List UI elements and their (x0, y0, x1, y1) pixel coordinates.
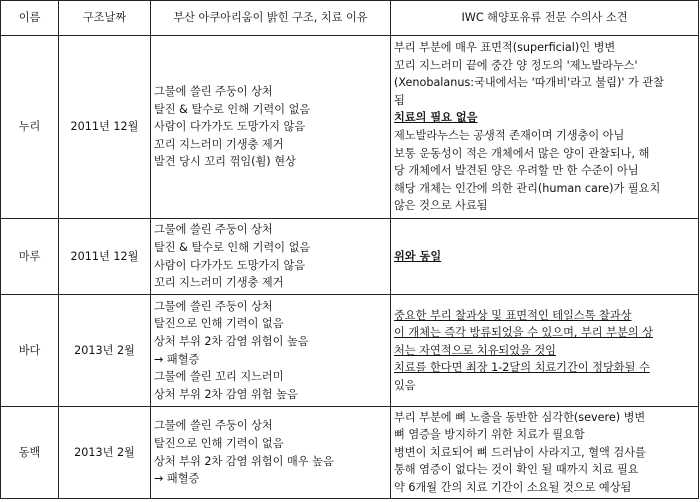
table-row (1, 219, 699, 295)
opinion-line: 부리 부분에 매우 표면적(superficial)인 병변 (394, 41, 616, 55)
reason-line: 사람이 다가가도 도망가지 않음 (154, 120, 306, 134)
opinion-line: 제노발라누스는 공생적 존재이며 기생충이 아님 (394, 129, 625, 142)
reason-line: 탈진으로 인해 기력이 없음 (154, 436, 284, 450)
rescue-reasons (151, 219, 391, 295)
reason-line: 사람이 다가가도 도망가지 않음 (154, 258, 306, 272)
reason-line: 탈진 & 탈수로 인해 기력이 없음 (154, 240, 311, 254)
opinion-line: 통해 염증이 없다는 것이 확인 될 때까지 치료 필요 (394, 463, 639, 477)
opinion-line: 보통 운동성이 적은 개체에서 많은 양이 관찰되나, 해 (394, 146, 650, 160)
opinion-heading: 위와 동일 (394, 249, 442, 263)
reason-line: 그물에 쓸린 주둥이 상처 (154, 419, 273, 433)
rescue-reasons (151, 36, 391, 219)
vet-opinion (391, 407, 699, 499)
opinion-line: 치료를 한다면 최장 1-2달의 치료기간이 정당화될 수 (394, 361, 650, 375)
reason-line: → 패혈증 (154, 472, 200, 486)
opinion-line: 뼈 염증을 방지하기 위한 치료가 필요함 (394, 428, 585, 442)
reason-line: 꼬리 지느러미 기생충 제거 (154, 137, 284, 151)
reason-line: 그물에 쓸린 주둥이 상처 (154, 85, 273, 99)
opinion-line: 병변이 치료되어 뼈 드러남이 사라지고, 혈액 검사를 (394, 445, 646, 459)
vet-opinion (391, 219, 699, 295)
header-row (1, 1, 699, 36)
rescue-date: 2013년 2월 (59, 295, 151, 407)
header-opinion: IWC 해양포유류 전문 수의사 소견 (391, 1, 699, 36)
opinion-line: 처는 자연적으로 치유되었을 것임 (394, 343, 556, 357)
rescue-reasons (151, 295, 391, 407)
rescue-date: 2011년 12월 (59, 219, 151, 295)
header-name: 이름 (1, 1, 59, 36)
reason-line: 꼬리 지느러미 기생충 제거 (154, 276, 284, 290)
reason-line: 그물에 쓸린 주둥이 상처 (154, 299, 273, 313)
opinion-line: 약 6개월 간의 치료 기간이 소요될 것으로 예상됨 (394, 480, 632, 494)
rescue-reasons (151, 407, 391, 499)
opinion-line: 않은 것으로 사료됨 (394, 199, 488, 213)
reason-line: 상처 부위 2차 감염 위험 높음 (154, 387, 298, 401)
table-row (1, 36, 699, 219)
opinion-heading: 치료의 필요 없음 (394, 111, 478, 125)
reason-line: 그물에 쓸린 주둥이 상처 (154, 223, 273, 237)
opinion-line: 됨 (394, 93, 405, 107)
reason-line: 발견 당시 꼬리 꺾임(휨) 현상 (154, 155, 296, 169)
table-row (1, 295, 699, 407)
opinion-line: (Xenobalanus:국내에서는 '따개비'라고 불림)' 가 관찰 (394, 76, 664, 90)
reason-line: 그물에 쓸린 꼬리 지느러미 (154, 370, 284, 384)
reason-line: 상처 부위 2차 감염 위험이 높음 (154, 334, 309, 348)
dolphin-name: 바다 (1, 295, 59, 407)
header-date: 구조날짜 (59, 1, 151, 36)
opinion-line: 꼬리 지느러미 끝에 중간 양 정도의 '제노발라누스' (394, 58, 638, 72)
opinion-line: 부리 부분에 뼈 노출을 동반한 심각한(severe) 병변 (394, 410, 646, 424)
reason-line: 탈진으로 인해 기력이 없음 (154, 317, 284, 331)
dolphin-name: 마루 (1, 219, 59, 295)
opinion-line: 해당 개체는 인간에 의한 관리(human care)가 필요치 (394, 181, 661, 195)
vet-opinion (391, 295, 699, 407)
reason-line: → 패혈증 (154, 352, 200, 366)
reason-line: 상처 부위 2차 감염 위험이 매우 높음 (154, 454, 334, 468)
rescue-date: 2013년 2월 (59, 407, 151, 499)
opinion-line: 중요한 부리 찰과상 및 표면적인 테일스톡 찰과상 (394, 308, 632, 322)
table-row (1, 407, 699, 499)
opinion-line: 있음 (394, 378, 416, 392)
opinion-line: 이 개체는 즉각 방류되었을 수 있으며, 부리 부분의 상 (394, 326, 653, 340)
vet-opinion (391, 36, 699, 219)
dolphin-name: 동백 (1, 407, 59, 499)
reason-line: 탈진 & 탈수로 인해 기력이 없음 (154, 102, 311, 116)
dolphin-name: 누리 (1, 36, 59, 219)
header-reasons: 부산 아쿠아리움이 밝힌 구조, 치료 이유 (151, 1, 391, 36)
rescue-date: 2011년 12월 (59, 36, 151, 219)
opinion-line: 당 개체에서 발견된 양은 우려할 만 한 수준이 아님 (394, 164, 639, 178)
